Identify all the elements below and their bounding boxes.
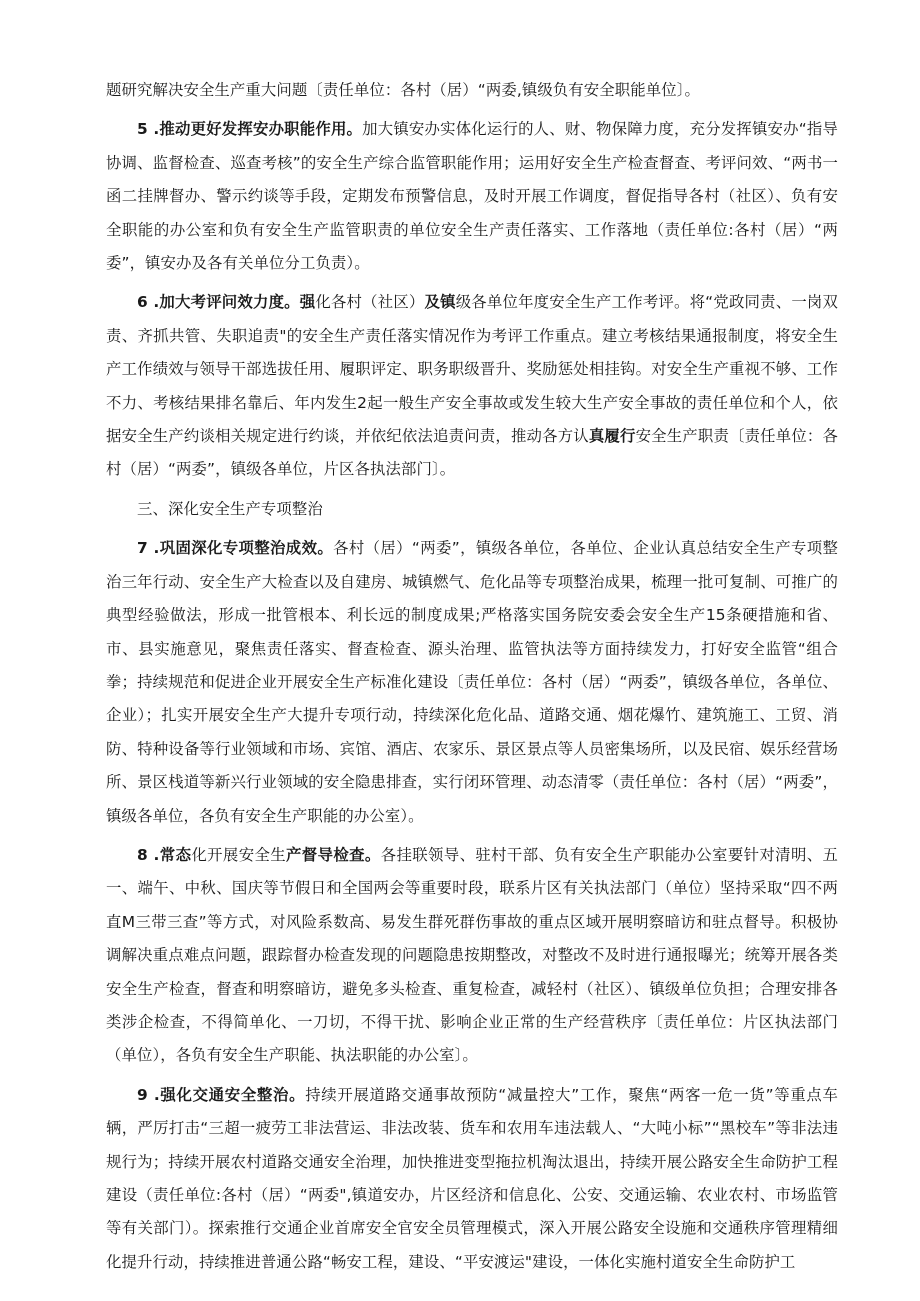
item-heading: 6 .加大考评问效力度。强: [137, 293, 316, 312]
text-run: 化各村（社区）: [315, 293, 425, 312]
text-run: 级各单位年度安全生产工作考评。将“党政同责、一岗双责、齐抓共管、失职追责"的安全生产责任落实情况作为考评工作重点。建立考核结果通报制度，将安全生产工作绩效与领导干部选拔任用、履职评定、职务职级晋升、奖励惩处相挂钩。对安全生产重视不够、工作不力、考核结果排名靠后、年内发生2起一般生产安全事故或发生较大生产安全事故的责任单位和个人，依据安全生产约谈相关规定进行约谈，并依纪依法追责问责，推动各方认: [106, 293, 839, 446]
text-run: 各挂联领导、驻村干部、负有安全生产职能办公室要针对清明、五一、端午、中秋、国庆等节假日和全国两会等重要时段，联系片区有关执法部门（单位）坚持采取“四不两直M三带三查”等方式，对风险系数高、易发生群死群伤事故的重点区域开展明察暗访和驻点督导。积极协调解决重点难点问题，跟踪督办检查发现的问题隐患按期整改，对整改不及时进行通报曝光；统筹开展各类安全生产检查，督查和明察暗访，避免多头检查、重复检查，减轻村（社区）、镇级单位负担；合理安排各类涉企检查，不得简单化、一刀切，不得干扰、影响企业正常的生产经营秩序〔责任单位：片区执法部门（单位），各负有安全生产职能、执法职能的办公室〕。: [106, 845, 838, 1065]
text-run-bold: 及镇: [424, 293, 456, 312]
text-run: 持续开展道路交通事故预防“减量控大”工作，聚焦“两客一危一货”等重点车辆，严厉打击“三超一疲劳工非法营运、非法改装、货车和农用车违法载人、“大吨小标”“黑校车”等非法违规行为；持续开展农村道路交通安全治理，加快推进变型拖拉机淘汰退出，持续开展公路安全生命防护工程建设（责任单位:各村（居）“两委",镇道安办，片区经济和信息化、公安、交通运输、农业农村、市场监管等有关部门）。探索推行交通企业首席安全官安全员管理模式，深入开展公路安全设施和交通秩序管理精细化提升行动，持续推进普通公路“畅安工程，建设、“平安渡运"建设，一体化实施村道安全生命防护工: [106, 1085, 838, 1271]
document-page: [106, 74, 838, 1285]
paragraph-item-8: [106, 839, 838, 1073]
section-title: 三、深化安全生产专项整治: [137, 499, 323, 518]
paragraph-0: [106, 74, 838, 107]
paragraph-item-7: [106, 532, 838, 833]
paragraph-item-6: [106, 286, 838, 486]
paragraph-item-9: [106, 1079, 838, 1279]
paragraph-item-5: [106, 113, 838, 280]
section-heading: [106, 493, 838, 526]
text-run: 加大镇安办实体化运行的人、财、物保障力度，充分发挥镇安办“指导协调、监督检查、巡查考核”的安全生产综合监管职能作用；运用好安全生产检查督查、考评问效、“两书一函二挂牌督办、警示约谈等手段，定期发布预警信息，及时开展工作调度，督促指导各村（社区）、负有安全职能的办公室和负有安全生产监管职责的单位安全生产责任落实、工作落地（责任单位:各村（居）“两委”，镇安办及各有关单位分工负责）。: [106, 120, 839, 273]
text-run: 题研究解决安全生产重大问题〔责任单位：各村（居）“两委,镇级负有安全职能单位〕。: [106, 81, 701, 99]
item-heading: 7 .巩固深化专项整治成效。: [137, 539, 334, 558]
text-run: 化开展安全生: [191, 845, 287, 864]
text-run: 安全生产职责〔责任单位：各村（居）“两委”，镇级各单位，片区各执法部门〕。: [106, 427, 838, 479]
item-heading: 8 .常态: [137, 845, 192, 864]
item-heading: 5 .推动更好发挥安办职能作用。: [137, 120, 363, 139]
text-run-bold: 真履行: [588, 427, 636, 446]
text-run-bold: 产督导检查。: [286, 845, 381, 864]
item-heading: 9 .强化交通安全整治。: [137, 1085, 306, 1104]
text-run: 各村（居）“两委”，镇级各单位，各单位、企业认真总结安全生产专项整治三年行动、安全生产大检查以及自建房、城镇燃气、危化品等专项整治成果，梳理一批可复制、可推广的典型经验做法，形成一批管根本、利长远的制度成果;严格落实国务院安委会安全生产15条硬措施和省、市、县实施意见，聚焦责任落实、督查检查、源头治理、监管执法等方面持续发力，打好安全监管“组合拳；持续规范和促进企业开展安全生产标准化建设〔责任单位：各村（居）“两委”，镇级各单位，各单位、企业）；扎实开展安全生产大提升专项行动，持续深化危化品、道路交通、烟花爆竹、建筑施工、工贸、消防、特种设备等行业领域和市场、宾馆、酒店、农家乐、景区景点等人员密集场所，以及民宿、娱乐经营场所、景区栈道等新兴行业领域的安全隐患排查，实行闭环管理、动态清零（责任单位：各村（居）“两委”，镇级各单位，各负有安全生产职能的办公室）。: [106, 539, 838, 825]
